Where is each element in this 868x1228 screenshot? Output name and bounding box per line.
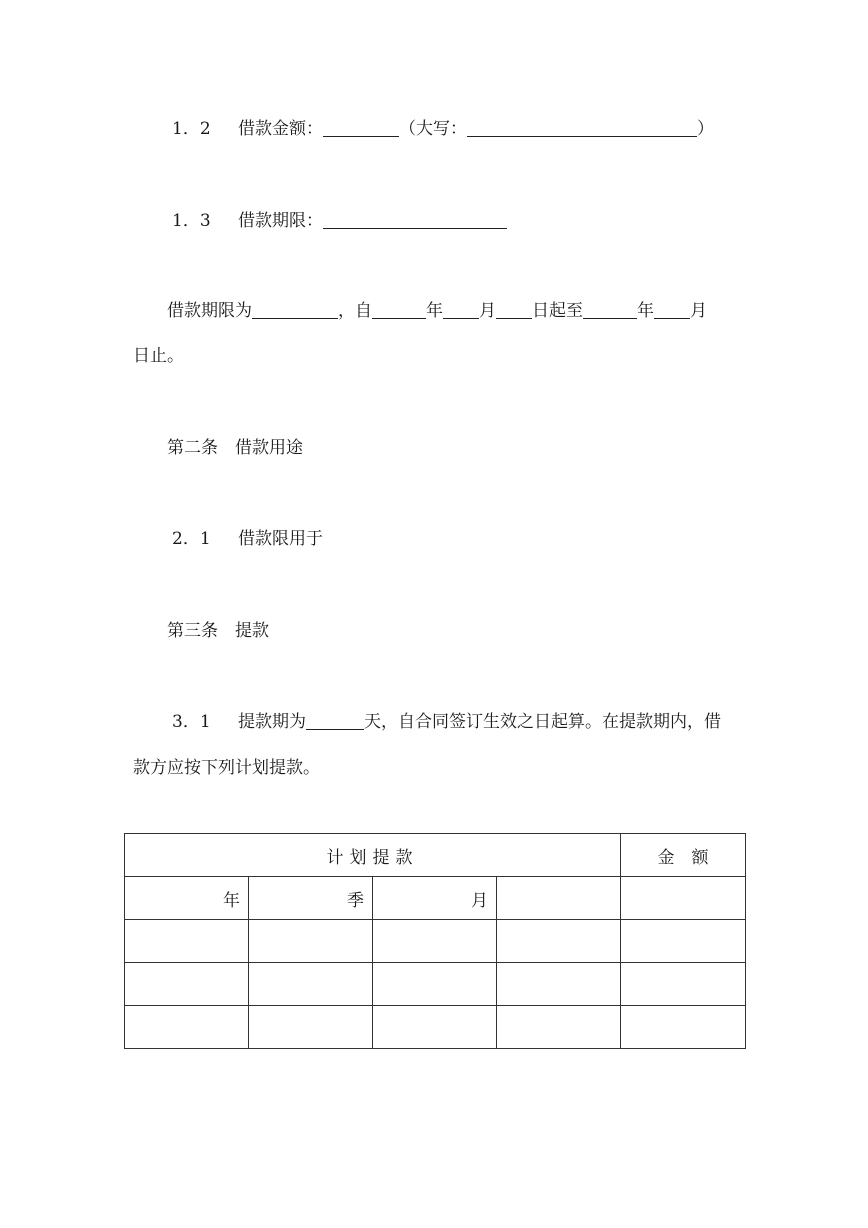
amount-caps-blank[interactable] xyxy=(467,118,697,137)
table-row xyxy=(125,1006,746,1049)
drawdown-plan-table xyxy=(124,833,746,1049)
clause-number: 1．3 xyxy=(172,211,211,231)
table-cell[interactable] xyxy=(125,920,249,963)
term-text: 借款期限为 xyxy=(167,301,252,321)
drawdown-days-blank[interactable] xyxy=(306,711,364,730)
term-paragraph-line-2 xyxy=(133,344,184,368)
month-label: 月 xyxy=(479,301,496,321)
table-row xyxy=(125,963,746,1006)
amount-blank[interactable] xyxy=(323,118,399,137)
clause-text: 提款期为 xyxy=(238,712,307,732)
table-cell[interactable] xyxy=(621,920,746,963)
start-day-blank[interactable] xyxy=(496,300,532,319)
amount-header: 金 额 xyxy=(621,834,746,877)
table-row xyxy=(125,920,746,963)
table-cell[interactable] xyxy=(497,877,621,920)
term-duration-blank[interactable] xyxy=(252,300,338,319)
year-column-header: 年 xyxy=(125,877,249,920)
year-label: 年 xyxy=(637,301,654,321)
table-subheader-row xyxy=(125,877,746,920)
clause-label: 借款期限： xyxy=(238,211,324,231)
table-cell[interactable] xyxy=(621,1006,746,1049)
clause-2-1 xyxy=(172,527,323,551)
clause-label: 借款金额： xyxy=(238,119,324,139)
table-cell[interactable] xyxy=(125,963,249,1006)
term-text: 日起至 xyxy=(532,301,583,321)
clause-3-1-line-2 xyxy=(133,756,320,780)
term-blank[interactable] xyxy=(323,210,507,229)
article-subtitle: 借款用途 xyxy=(235,438,303,458)
article-title: 第二条 xyxy=(167,438,218,458)
clause-3-1-line-1 xyxy=(172,710,721,734)
clause-number: 1．2 xyxy=(172,119,211,139)
caps-close: ） xyxy=(697,119,715,139)
month-column-header: 月 xyxy=(373,877,497,920)
table-cell[interactable] xyxy=(497,963,621,1006)
year-label: 年 xyxy=(426,301,443,321)
article-3-heading xyxy=(167,619,269,643)
table-cell[interactable] xyxy=(621,963,746,1006)
article-title: 第三条 xyxy=(167,621,218,641)
table-cell[interactable] xyxy=(249,963,373,1006)
article-subtitle: 提款 xyxy=(235,621,269,641)
table-cell[interactable] xyxy=(497,920,621,963)
clause-text: 款方应按下列计划提款。 xyxy=(133,758,320,778)
clause-label: 借款限用于 xyxy=(238,529,324,549)
end-month-blank[interactable] xyxy=(654,300,690,319)
clause-number: 3．1 xyxy=(172,712,211,732)
table-cell[interactable] xyxy=(621,877,746,920)
month-label: 月 xyxy=(690,301,707,321)
table-cell[interactable] xyxy=(373,963,497,1006)
article-2-heading xyxy=(167,436,303,460)
clause-number: 2．1 xyxy=(172,529,211,549)
quarter-column-header: 季 xyxy=(249,877,373,920)
table-header-row xyxy=(125,834,746,877)
table-cell[interactable] xyxy=(497,1006,621,1049)
term-end-text: 日止。 xyxy=(133,346,184,366)
caps-open: （大写： xyxy=(399,119,468,139)
term-paragraph-line-1 xyxy=(167,299,707,323)
table-cell[interactable] xyxy=(249,1006,373,1049)
end-year-blank[interactable] xyxy=(583,300,637,319)
plan-header: 计划提款 xyxy=(125,834,621,877)
clause-1-3 xyxy=(172,209,507,233)
table-cell[interactable] xyxy=(249,920,373,963)
table-cell[interactable] xyxy=(373,920,497,963)
start-month-blank[interactable] xyxy=(443,300,479,319)
table-cell[interactable] xyxy=(373,1006,497,1049)
clause-1-2 xyxy=(172,117,714,141)
start-year-blank[interactable] xyxy=(372,300,426,319)
table-cell[interactable] xyxy=(125,1006,249,1049)
clause-text: 天，自合同签订生效之日起算。在提款期内，借 xyxy=(364,712,722,732)
term-text: ，自 xyxy=(338,301,372,321)
